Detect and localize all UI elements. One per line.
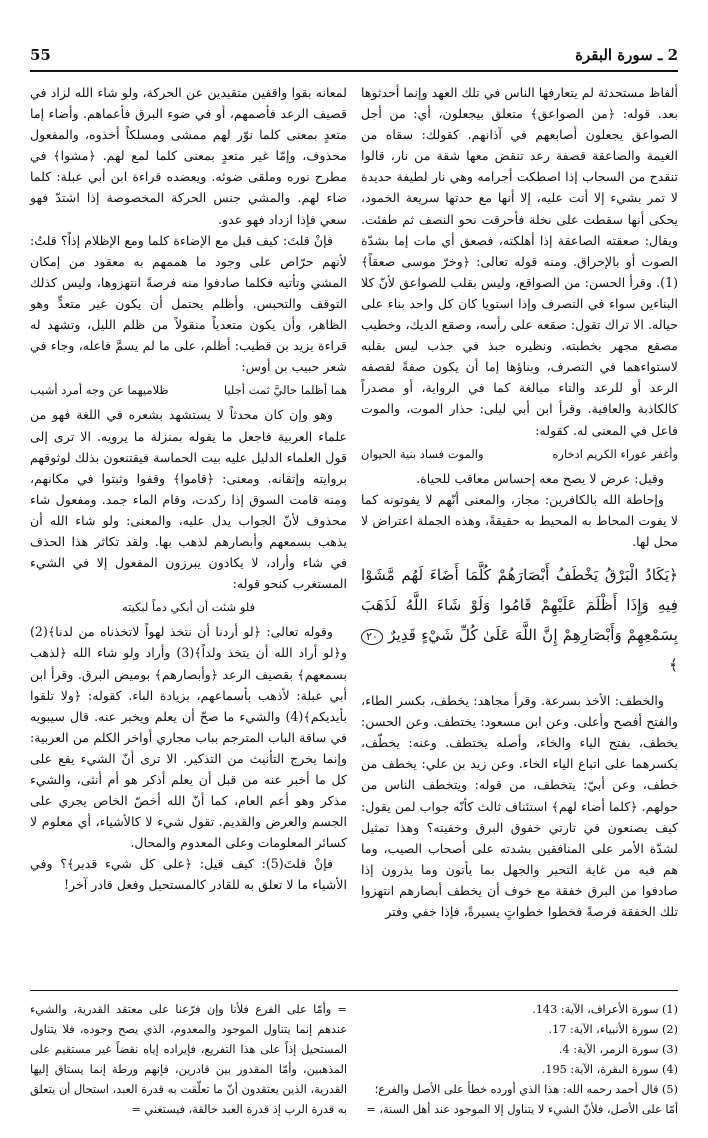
hemistich-first: فلو شئت أن أبكي دماً لبكيته	[121, 600, 256, 615]
quran-verse-text: يَكَادُ الْبَرْقُ يَخْطَفُ أَبْصَارَهُمْ كُلَّمَا أَضَاءَ لَهُم مَّشَوْا فِيهِ وَإِذَا أَظْلَمَ عَلَيْهِمْ قَامُوا وَلَوْ شَاءَ اللَّهُ لَذَهَبَ بِسَمْعِهِمْ وَأَبْصَارِهِمْ إِنَّ اللَّهَ عَلَىٰ كُلِّ شَيْءٍ قَدِيرٌ	[361, 566, 678, 645]
left-column	[30, 82, 347, 896]
paragraph: وقوله تعالى: ﴿لو أردنا أن نتخذ لهواً لاتخذناه من لدنا﴾(2) و﴿لو أراد الله أن يتخذ ولداً﴾(3) وأراد ولو شاء الله ﴿لذهب بسمعهم﴾ بقصيف الرعد ﴿وأبصارهم﴾ بوميض البرق. وقرأ ابن أبي عبلة: لأذهب بأسماعهم، بزيادة الباء. كقوله: ﴿ولا تلقوا بأيديكم﴾(4) والشيء ما صحّ أن يعلم ويخبر عنه. قال سيبويه في ساقة الباب المترجم بباب مجاري أواخر الكلم من العربية: وإنما يخرج التأنيث من التذكير. الا ترى أنّ الشيء يقع على كل ما أخبر عنه من قبل أن يعلم أذكر هو أم أنثى، والشيء مذكر وهو أعم العام، كما أنّ الله أخصّ الخاص يجري على الجسم والعرض والقديم. تقول شيء لا كالأشياء، أي معلوم لا كسائر المعلومات وعلى المعدوم والمحال.	[30, 624, 347, 851]
paragraph: وهو وإن كان محدثاً لا يستشهد بشعره في اللغة فهو من علماء العربية فاجعل ما يقوله بمنزلة ما يرويه. الا ترى إلى قول العلماء الدليل عليه بيت الحماسة فيقتنعون بذلك لوثوقهم بروايته وإتقانه. ومعنى: ﴿قاموا﴾ وقفوا وثبتوا في مكانهم، ومنه قامت السوق إذا ركدت، وقام الماء جمد. ومفعول شاء محذوف لأنّ الجواب يدل عليه، والمعنى: ولو شاء الله أن يذهب بسمعهم وأبصارهم لذهب بها. ولقد تكاثر هذا الحذف في شاء وأراد، لا يكادون يبرزون المفعول إلا في الشيء المستغرب كنحو قوله:	[30, 407, 347, 592]
paragraph: وإحاطة الله بالكافرين: مجاز، والمعنى أنّهم لا يفوتونه كما لا يفوت المحاط به المحيط به حقيقةً، وهذه الجملة اعتراض لا محل لها.	[361, 491, 678, 549]
footnote: (3) سورة الزمر، الآية: 4.	[558, 1043, 678, 1056]
hemistich-first: هما أظلما حاليَّ ثمت أجليا	[223, 383, 347, 398]
hemistich-second: والموت فساد بنية الحيوان	[361, 446, 484, 461]
poem-verse	[30, 380, 347, 401]
poem-verse	[361, 444, 678, 465]
hemistich-second: ظلاميهما عن وجه أمرد أشيب	[30, 383, 169, 398]
right-column	[361, 82, 678, 922]
quran-verse: ﴿يَكَادُ الْبَرْقُ يَخْطَفُ أَبْصَارَهُمْ كُلَّمَا أَضَاءَ لَهُم مَّشَوْا فِيهِ وَإِذَا أَظْلَمَ عَلَيْهِمْ قَامُوا وَلَوْ شَاءَ اللَّهُ لَذَهَبَ بِسَمْعِهِمْ وَأَبْصَارِهِمْ إِنَّ اللَّهَ عَلَىٰ كُلِّ شَيْءٍ قَدِيرٌ ٢٠﴾	[361, 566, 678, 675]
paragraph: وقيل: عرض لا يصح معه إحساس معاقب للحياة.	[416, 470, 664, 486]
ayah-number: ٢٠	[361, 629, 383, 645]
footnote-divider	[30, 990, 678, 991]
page-number: 55	[30, 46, 51, 64]
paragraph: ألفاظ مستحدثة لم يتعارفها الناس في تلك العهد وإنما أحدثوها بعد. قوله: ﴿من الصواعق﴾ متعلق بيجعلون، أي: من أجل الصواعق يجعلون أصابعهم في آذانهم. كقولك: سقاه من الغيمة والصاعقة قصفة رعد تنقض معها شقة من نار، قالوا تنقدح من السحاب إذا اصطكت أجرامه وهي نار لطيفة حديدة لا تمر بشيء إلا أتت عليه، إلا أنها مع حدتها سريعة الخمود، يحكى أنها سقطت على نخلة فأحرقت نحو النصف ثم طفئت. ويقال: صعقته الصاعقة إذا أهلكته، فصعق أي مات إما بشدّة الصوت أو بالإحراق. ومنه قوله تعالى: ﴿وخرّ موسى صعقاً﴾(1). وقرأ الحسن: من الصواقع، وليس بقلب للصواعق لأنّ كلا البناءين سواء في التصرف وإذا استويا كان كل واحد بناء على حياله. الا تراك تقول: صقعه على رأسه، وصقع الديك، وخطيب مصقع مجهر بخطبته. ونظيره جبذ في جذب ليس بقلبه لاستواءهما في التصرف، وبناؤها إما أن يكون صفةً لقصفه الرعد أو للرعد والتاء مبالغة كما في الرواية، أو مصدراً كالكاذبة والعافية. وقرأ ابن أبي ليلى: حذار الموت، والموت فاعل في المعنى له. كقوله:	[361, 85, 678, 438]
footnote-continuation: = وأمّا على الفرع فلأنا وإن فرّعنا على معتقد القدرية، والشيء عندهم إنما يتناول الموجود والمعدوم، الذي يصح وجوده، فلا يتناول المستحيل إذاً على هذا التفريع، فإيراده إياه نقضاً غير مستقيم على المذهبين، وأمّا المقدور بين قادرين، فإنهم ورطة إنما يستاق إليها القدرية، الذين يعتقدون أنّ ما تعلّقت به قدرة العبد، استحال أن يتعلق به قدرة الرب إذ قدرة العبد خالقة، فيستغني =	[30, 1003, 347, 1116]
paragraph: فإنْ قلتَ(5): كيف قيل: ﴿على كل شيء قدير﴾؟ وفي الأشياء ما لا تعلق به للقادر كالمستحيل وفعل قادر آخر!	[30, 856, 347, 893]
footnote: (5) قال أحمد رحمه الله: هذا الذي أورده خطأ على الأصل والفرع؛ أمّا على الأصل، فلأنّ الشيء لا يتناول إلا الموجود عند أهل السنة، =	[366, 1083, 678, 1116]
paragraph: فإنْ قلتَ: كيف قبل مع الإضاءة كلما ومع الإظلام إذاً؟ قلتُ: لأنهم حرّاص على وجود ما هممهم به معقود من إمكان المشي وتأتيه فكلما صادفوا منه فرصةً انتهزوها، وليس كذلك التوقف والتحبس. وأظلم يحتمل أن يكون غير متعدٍّ وهو الظاهر، وأن يكون متعدياً منقولاً من ظلم الليل، وتشهد له قراءة يزيد بن قطيب: أظلم، على ما لم يسمَّ فاعله، وجاء في شعر حبيب بن أوس:	[30, 232, 347, 375]
poem-verse	[30, 597, 347, 618]
page-header	[30, 44, 678, 72]
running-title: 2 ـ سورة البقرة	[575, 46, 678, 64]
footnotes	[361, 1000, 678, 1120]
footnote: (1) سورة الأعراف، الآية: 143.	[532, 1003, 678, 1016]
footnote: (2) سورة الأنبياء، الآية: 17.	[548, 1023, 678, 1036]
hemistich-first: وأغفر عوراء الكريم ادخاره	[552, 446, 678, 461]
paragraph: والخطف: الأخذ بسرعة. وقرأ مجاهد: يخطف، بكسر الطاء، والفتح أفصح وأعلى. وعن ابن مسعود: يختطف. وعن الحسن: يخطف، بفتح الياء والخاء، وأصله يختطف. وعنه: يخطّف، بكسرهما على اتباع الياء الخاء. وعن زيد بن علي: يخطف من خطف، وعن أبيّ: يتخطف، من قوله: ويتخطف الناس من حولهم. ﴿كلما أضاء لهم﴾ استئناف ثالث كأنّه جواب لمن يقول: كيف يصنعون في تارتي خفوق البرق وخفيته؟ وهذا تمثيل لشدّة الأمر على المنافقين بشدته على أصحاب الصيب، وما هم فيه من غاية التحير والجهل بما يأتون وما يذرون إذا صادفوا من البرق خفقة مع خوف أن يخطف أبصارهم انتهزوا تلك الخفقة فرصةً فخطوا خطواتٍ يسيرةً، فإذا خفي وفتر	[361, 693, 678, 919]
footnote: (4) سورة البقرة، الآية: 195.	[541, 1063, 678, 1076]
paragraph: لمعانه بقوا واقفين متقيدين عن الحركة، ولو شاء الله لزاد في قصيف الرعد فأصمهم، أو في ضوء البرق فأعماهم. وأضاء إما متعدٍ بمعنى كلما نوّر لهم ممشى ومسلكاً أخذوه، والمفعول محذوف، وإمّا غير متعدٍ بمعنى كلما لمع لهم. ﴿مشوا﴾ في مطرح نوره وملقى ضوئه. ويعضده قراءة ابن أبي عبلة: كلما ضاء لهم. والمشي جنس الحركة المخصوصة إذا اشتدّ فهو سعي فإذا ازداد فهو عدو.	[30, 85, 347, 227]
